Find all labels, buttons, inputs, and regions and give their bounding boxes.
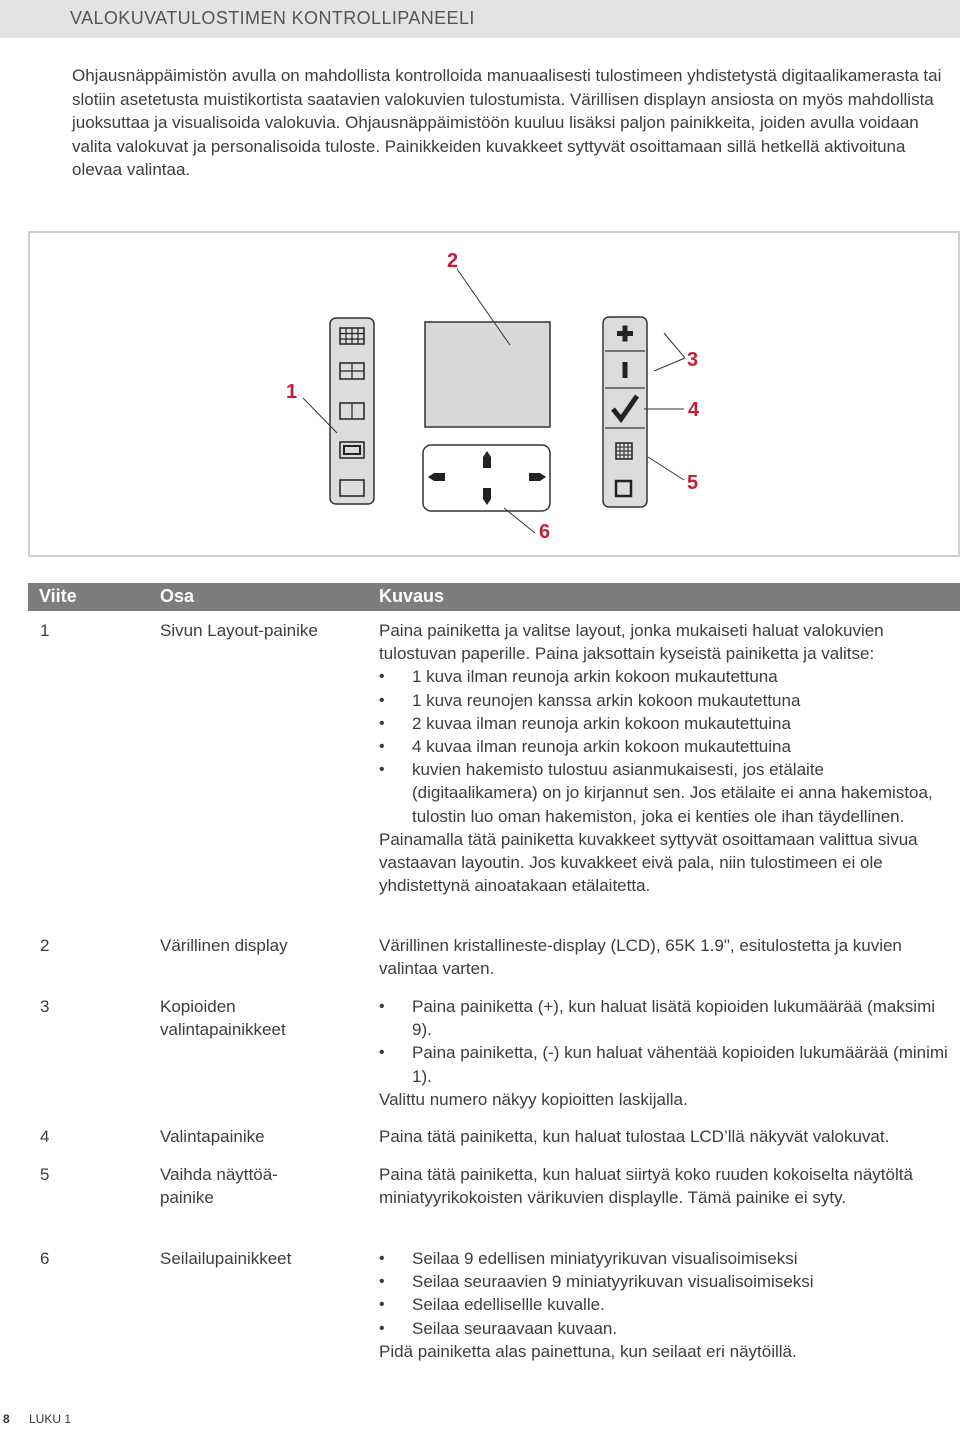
row-4-description — [379, 1125, 959, 1148]
callout-2: 2 — [447, 250, 459, 272]
row-2-part: Värillinen display — [160, 936, 288, 955]
list-item: • kuvien hakemisto tulostuu asianmukaisesti, jos etälaite (digitaalikamera) on jo kirjannut sen. Jos etälaite ei anna hakemistoa, tulostin luo oman hakemiston, joka ei kenties ole ihan täydellinen. — [379, 758, 949, 828]
row-1-bullet-list — [379, 665, 949, 827]
row-5-description — [379, 1163, 949, 1209]
list-item: • Seilaa seuraavien 9 miniatyyrikuvan visualisoimiseksi — [379, 1270, 949, 1293]
row-3-note: Valittu numero näkyy kopioitten laskijalla. — [379, 1089, 688, 1109]
list-item: • 4 kuvaa ilman reunoja arkin kokoon mukautettuina — [379, 735, 949, 758]
page-number: 8 — [3, 1412, 10, 1426]
row-6-part: Seilailupainikkeet — [160, 1249, 292, 1268]
list-item: • Seilaa seuraavaan kuvaan. — [379, 1317, 949, 1340]
callout-6: 6 — [539, 521, 551, 543]
row-2-description — [379, 934, 949, 980]
header-bar — [0, 0, 960, 38]
lcd-display — [425, 322, 550, 427]
callout-4: 4 — [688, 399, 700, 421]
row-2-text: Värillinen kristallineste-display (LCD), 65K 1.9", esitulostetta ja kuvien valintaa varten. — [379, 936, 902, 979]
list-item: • 2 kuvaa ilman reunoja arkin kokoon mukautettuina — [379, 712, 949, 735]
callout-3: 3 — [687, 349, 699, 371]
row-1-part: Sivun Layout-painike — [160, 621, 318, 640]
row-3-part: Kopioiden valintapainikkeet — [160, 997, 286, 1040]
callout-5: 5 — [687, 472, 699, 494]
row-3-description — [379, 995, 949, 1111]
control-panel-diagram — [30, 233, 958, 555]
row-3-ref: 3 — [40, 997, 50, 1016]
list-item: • Seilaa edellisellle kuvalle. — [379, 1293, 949, 1316]
row-1-description — [379, 619, 949, 897]
column-header-desc: Kuvaus — [379, 586, 445, 606]
list-item: • 1 kuva reunojen kanssa arkin kokoon mukautettuna — [379, 689, 949, 712]
row-2-ref: 2 — [40, 936, 50, 955]
control-panel-figure — [28, 231, 960, 557]
row-6-note: Pidä painiketta alas painettuna, kun seilaat eri näytöillä. — [379, 1341, 797, 1361]
row-4-part: Valintapainike — [160, 1127, 265, 1146]
row-4-ref: 4 — [40, 1127, 50, 1146]
row-4-text: Paina tätä painiketta, kun haluat tulostaa LCD’llä näkyvät valokuvat. — [379, 1127, 890, 1146]
minus-icon — [623, 362, 628, 378]
table-header — [28, 583, 960, 611]
column-header-part: Osa — [160, 586, 195, 606]
row-5-part: Vaihda näyttöä-painike — [160, 1165, 278, 1208]
row-5-text: Paina tätä painiketta, kun haluat siirtyä koko ruuden kokoiselta näytöltä miniatyyrikokoisten värikuvien displaylle. Tämä painike ei syty. — [379, 1165, 913, 1208]
row-1-ref: 1 — [40, 621, 50, 640]
list-item: • Seilaa 9 edellisen miniatyyrikuvan visualisoimiseksi — [379, 1247, 949, 1270]
row-1-note: Painamalla tätä painiketta kuvakkeet syttyvät osoittamaan valittua sivua vastaavan layoutin. Jos kuvakkeet eivä pala, niin tulostimeen ei ole yhdistettynä ainoatakaan etälaitetta. — [379, 829, 918, 896]
callout-1: 1 — [286, 381, 298, 403]
page-title: VALOKUVATULOSTIMEN KONTROLLIPANEELI — [70, 8, 475, 28]
intro-paragraph: Ohjausnäppäimistön avulla on mahdollista kontrolloida manuaalisesti tulostimeen yhdistetystä digitaalikamerasta tai slotiin asetetusta muistikortista saatavien valokuvien tulostumista. Värillisen displayn ansiosta on myös mahdollista juoksuttaa ja visualisoida valokuvia. Ohjausnäppäimistöön kuuluu lisäksi paljon painikkeita, joiden avulla voidaan valita valokuvat ja personalisoida tuloste. Painikkeiden kuvakkeet syttyvät osoittamaan sillä hetkellä aktivoituna olevaa valintaa. — [72, 66, 942, 179]
list-item: • Paina painiketta (+), kun haluat lisätä kopioiden lukumäärää (maksimi 9). — [379, 995, 949, 1041]
row-1-text: Paina painiketta ja valitse layout, jonka mukaiseti haluat valokuvien tulostuvan paperille. Paina jaksottain kyseistä painiketta ja valitse: — [379, 621, 884, 664]
row-6-bullet-list — [379, 1247, 949, 1340]
row-5-ref: 5 — [40, 1165, 50, 1184]
row-6-description — [379, 1247, 949, 1363]
column-header-ref: Viite — [39, 586, 77, 606]
chapter-label: LUKU 1 — [29, 1412, 72, 1426]
list-item: • 1 kuva ilman reunoja arkin kokoon mukautettuna — [379, 665, 949, 688]
row-3-bullet-list — [379, 995, 949, 1088]
row-6-ref: 6 — [40, 1249, 50, 1268]
list-item: • Paina painiketta, (-) kun haluat vähentää kopioiden lukumäärää (minimi 1). — [379, 1041, 949, 1087]
